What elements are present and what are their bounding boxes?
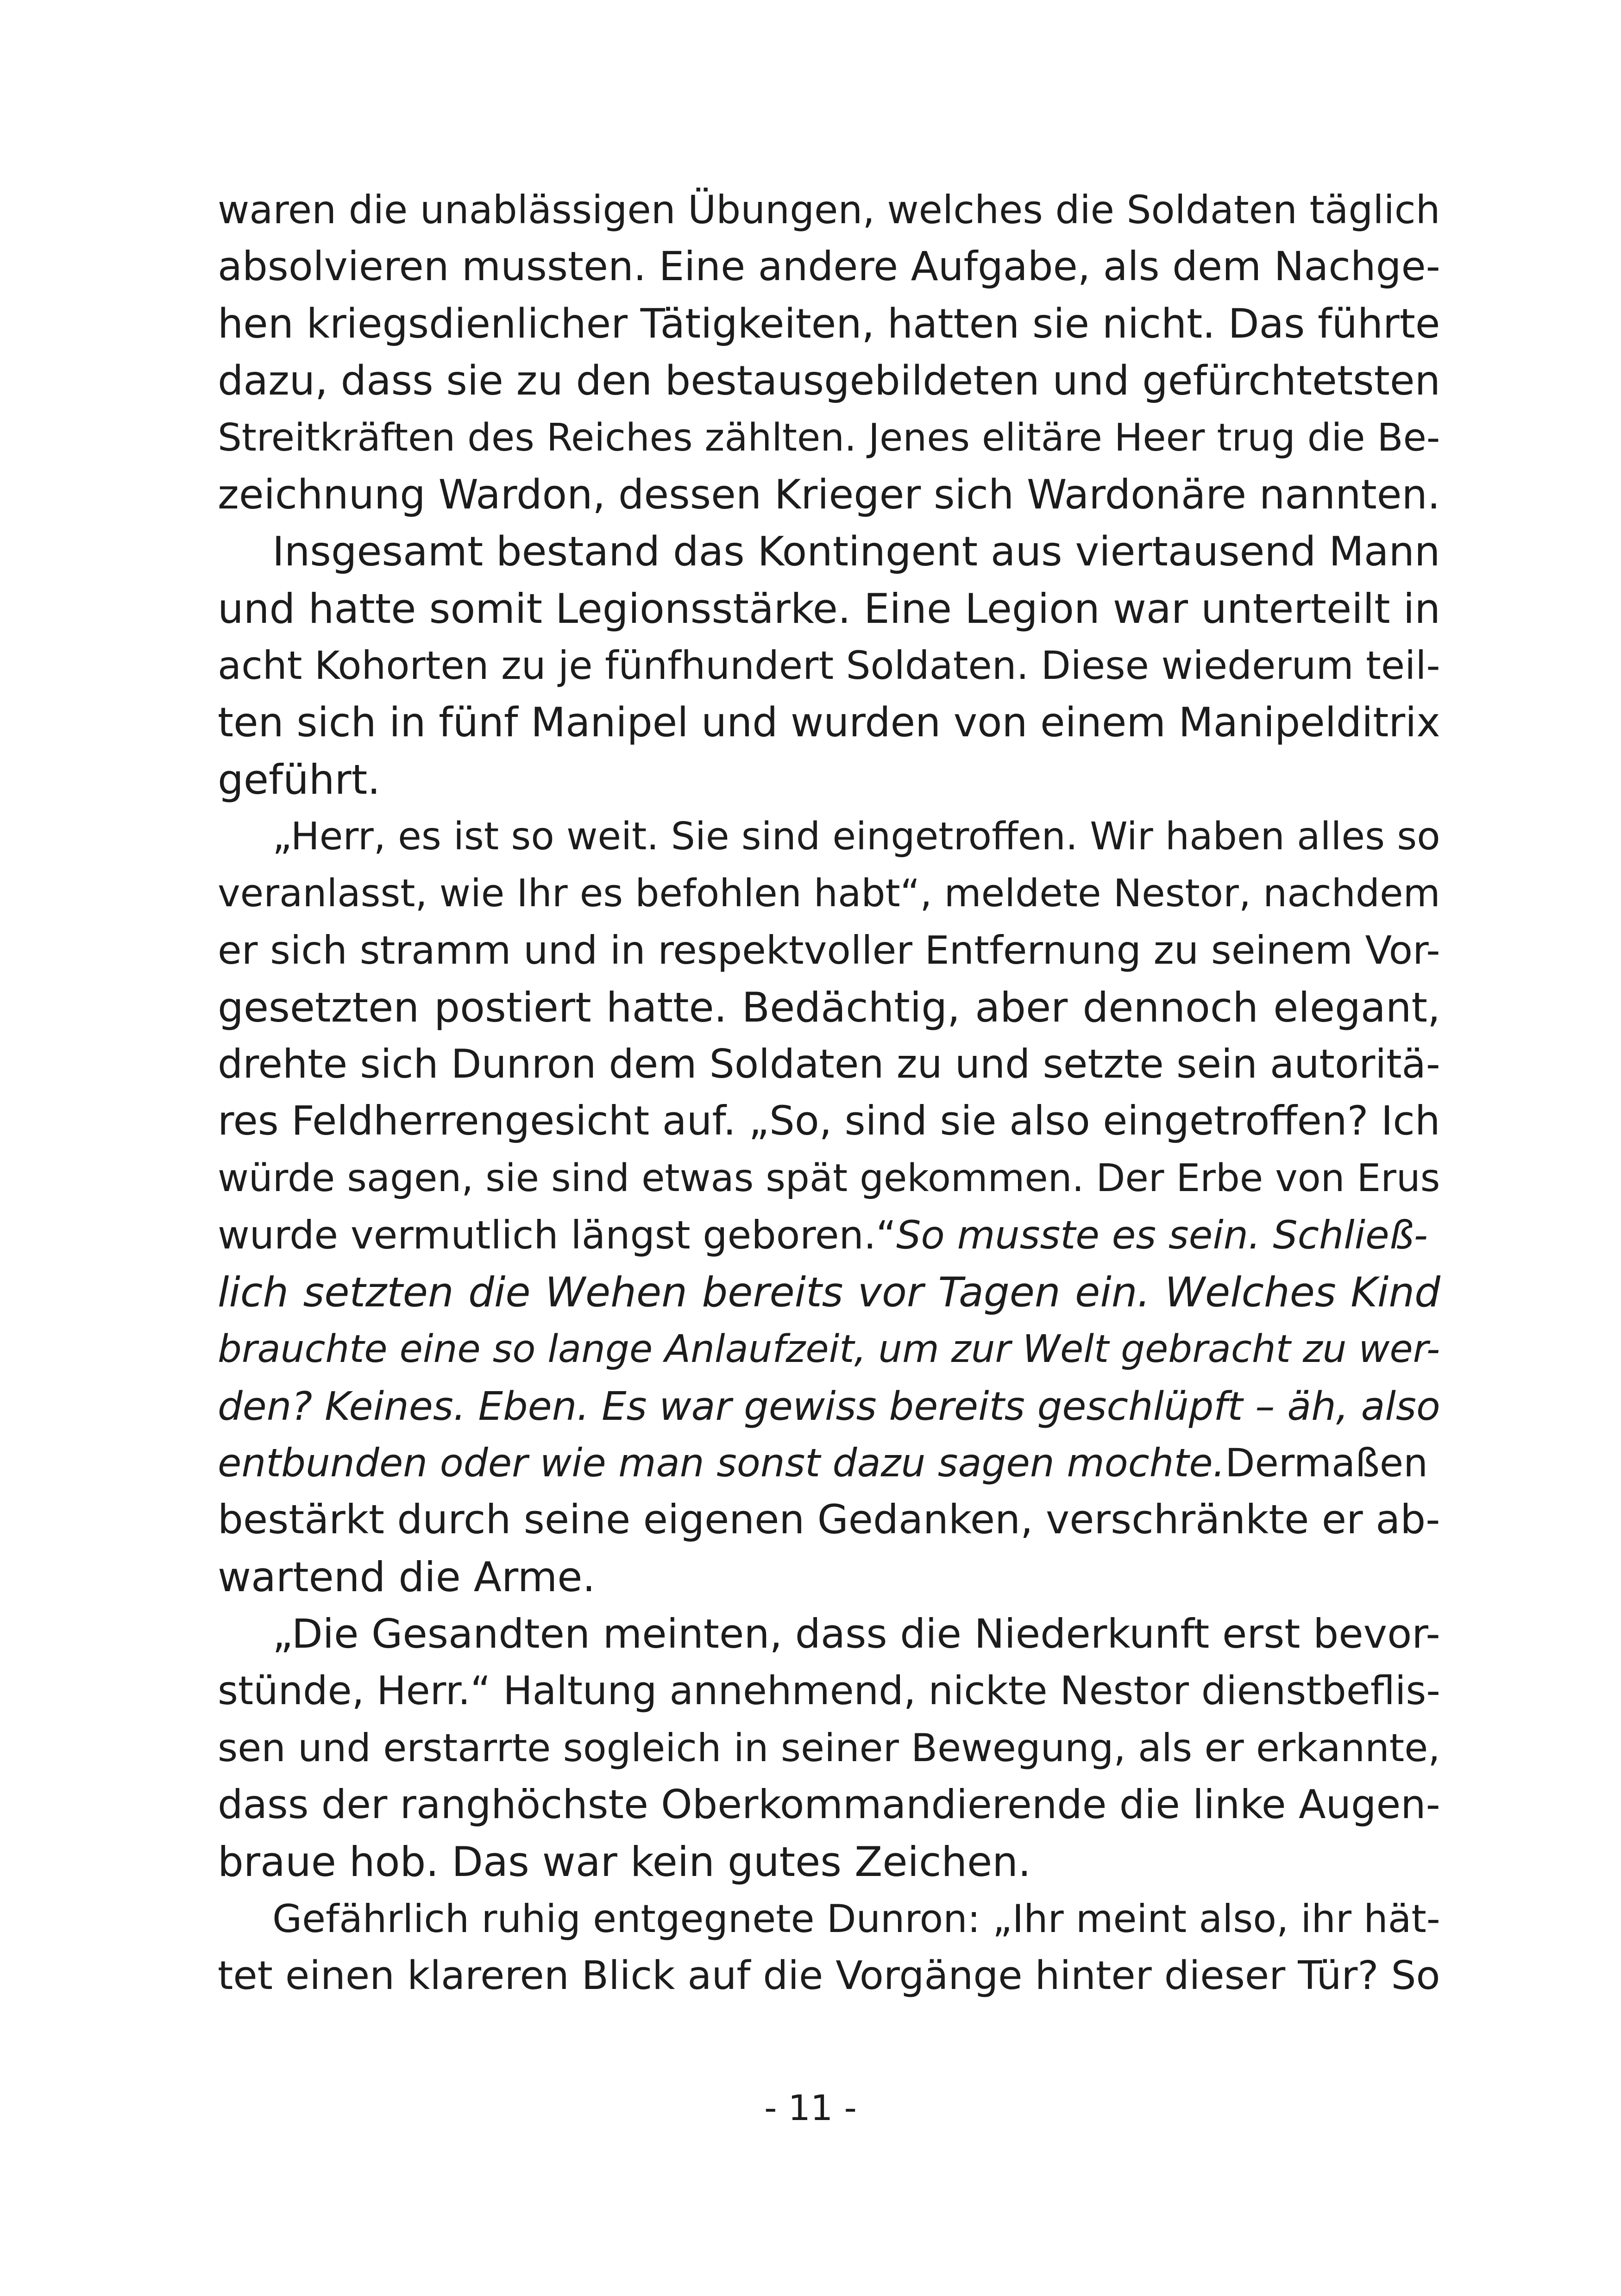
line-text: Streitkräften des Reiches zählten. Jenes elitäre Heer trug die Be- (218, 416, 1440, 460)
text-line (218, 182, 1440, 238)
text-line (218, 409, 1440, 466)
text-line (218, 865, 1440, 922)
line-text: waren die unablässigen Übungen, welches die Soldaten täglich (218, 188, 1440, 232)
text-line (218, 1435, 1440, 1492)
text-line (218, 751, 1440, 808)
line-text: braue hob. Das war kein gutes Zeichen. (218, 1838, 1031, 1886)
line-text: res Feldherrengesicht auf. „So, sind sie also eingetroffen? Ich (218, 1098, 1440, 1144)
line-text: stünde, Herr.“ Haltung annehmend, nickte Nestor dienstbeflis- (218, 1668, 1440, 1713)
text-line (218, 694, 1440, 751)
text-line (218, 466, 1440, 523)
text-line (218, 1264, 1440, 1321)
line-text: ten sich in fünf Manipel und wurden von einem Manipelditrix (218, 699, 1440, 746)
text-line (218, 352, 1440, 409)
text-line (218, 1207, 1440, 1264)
text-line (218, 523, 1440, 580)
line-text: wurde vermutlich längst geboren.“ (218, 1212, 897, 1258)
line-text: und hatte somit Legionsstärke. Eine Legion war unterteilt in (218, 585, 1440, 633)
line-text: er sich stramm und in respektvoller Entfernung zu seinem Vor- (218, 928, 1440, 973)
line-text: zeichnung Wardon, dessen Krieger sich Wardonäre nannten. (218, 471, 1440, 518)
line-text: wartend die Arme. (218, 1553, 596, 1601)
text-line (218, 1378, 1440, 1435)
line-italic-text: So musste es sein. Schließ- (896, 1212, 1428, 1258)
line-text: drehte sich Dunron dem Soldaten zu und setzte sein autoritä- (218, 1041, 1440, 1087)
text-line (218, 1036, 1440, 1093)
text-line (218, 238, 1440, 295)
text-line (218, 637, 1440, 694)
body-text (218, 182, 1440, 2004)
line-text: bestärkt durch seine eigenen Gedanken, verschränkte er ab- (218, 1497, 1440, 1543)
line-italic-text: den? Keines. Eben. Es war gewiss bereits geschlüpft – äh, also (218, 1383, 1440, 1429)
line-text: sen und erstarrte sogleich in seiner Bewegung, als er erkannte, (218, 1725, 1440, 1770)
line-italic-text: lich setzten die Wehen bereits vor Tagen ein. Welches Kind (218, 1268, 1440, 1316)
text-line (218, 1492, 1440, 1549)
text-line (218, 580, 1440, 637)
text-line (218, 1093, 1440, 1150)
line-text: „Herr, es ist so weit. Sie sind eingetroffen. Wir haben alles so (272, 814, 1440, 859)
line-text: gesetzten postiert hatte. Bedächtig, aber dennoch elegant, (218, 984, 1440, 1031)
line-italic-text: entbunden oder wie man sonst dazu sagen mochte. (218, 1441, 1225, 1486)
line-text: geführt. (218, 756, 381, 803)
text-line (218, 979, 1440, 1036)
line-italic-text: brauchte eine so lange Anlaufzeit, um zur Welt gebracht zu wer- (218, 1327, 1440, 1371)
line-text: veranlasst, wie Ihr es befohlen habt“, meldete Nestor, nachdem (218, 872, 1440, 916)
line-text-after: Dermaßen (1225, 1441, 1428, 1486)
page-number: - 11 - (764, 2087, 857, 2128)
text-line (218, 1833, 1440, 1890)
text-line (218, 1947, 1440, 2004)
line-text: würde sagen, sie sind etwas spät gekommen. Der Erbe von Erus (218, 1156, 1440, 1200)
text-line (218, 1890, 1440, 1947)
text-line (218, 1662, 1440, 1719)
line-text: tet einen klareren Blick auf die Vorgänge hinter dieser Tür? So (218, 1953, 1440, 1999)
line-text: Insgesamt bestand das Kontingent aus viertausend Mann (272, 528, 1440, 575)
text-line (218, 1776, 1440, 1833)
text-line (218, 1549, 1440, 1606)
line-text: „Die Gesandten meinten, dass die Niederkunft erst bevor- (272, 1611, 1440, 1657)
text-line (218, 1150, 1440, 1207)
text-line (218, 295, 1440, 352)
line-text: absolvieren mussten. Eine andere Aufgabe, als dem Nachge- (218, 244, 1440, 290)
line-text: dass der ranghöchste Oberkommandierende die linke Augen- (218, 1782, 1440, 1828)
text-line (218, 1719, 1440, 1776)
text-line (218, 808, 1440, 865)
line-text: hen kriegsdienlicher Tätigkeiten, hatten sie nicht. Das führte (218, 300, 1440, 347)
text-line (218, 1321, 1440, 1378)
line-text: acht Kohorten zu je fünfhundert Soldaten. Diese wiederum teil- (218, 643, 1440, 688)
text-line (218, 1606, 1440, 1662)
line-text: Gefährlich ruhig entgegnete Dunron: „Ihr meint also, ihr hät- (272, 1896, 1440, 1941)
line-text: dazu, dass sie zu den bestausgebildeten und gefürchtetsten (218, 357, 1440, 404)
text-line (218, 922, 1440, 979)
